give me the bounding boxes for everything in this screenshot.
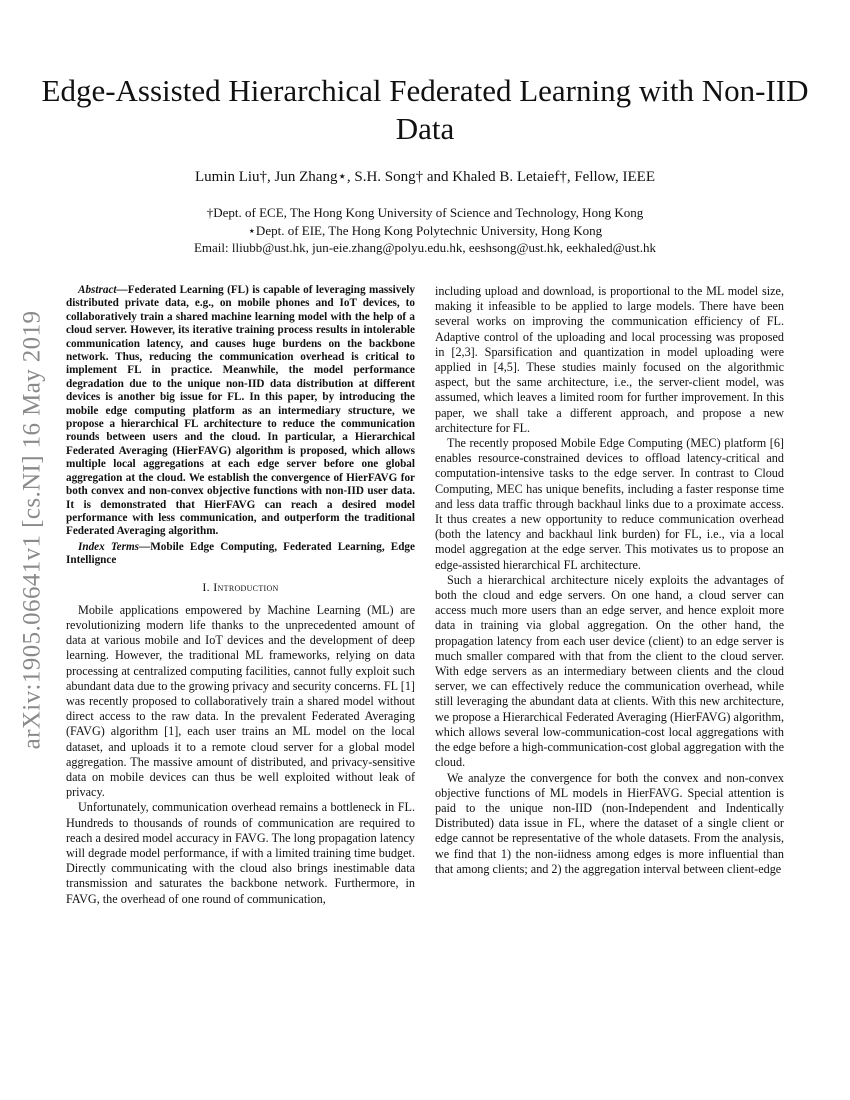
left-column [66, 284, 415, 907]
author-emails: Email: lliubb@ust.hk, jun-eie.zhang@polyu.edu.hk, eeshsong@ust.hk, eekhaled@ust.hk [193, 240, 656, 255]
arxiv-stamp-text: arXiv:1905.06641v1 [cs.NI] 16 May 2019 [18, 310, 45, 750]
paper-title: Edge-Assisted Hierarchical Federated Learning with Non-IID Data [41, 73, 809, 146]
intro-paragraph-2: Unfortunately, communication overhead remains a bottleneck in FL. Hundreds to thousands of rounds of communication are required to reach a desired model accuracy in FAVG. The long propagation latency will degrade model performance, if with a limited training time budget. Directly communicating with the cloud also brings inestimable data transmission and saturates the backbone network. Furthermore, in FAVG, the overhead of one round of communication, [66, 800, 415, 906]
affiliation-polyu: ⋆Dept. of EIE, The Hong Kong Polytechnic University, Hong Kong [247, 222, 603, 238]
index-terms-text: —Mobile Edge Computing, Federated Learning, Edge Intellignce [66, 540, 415, 567]
author-list: Lumin Liu†, Jun Zhang⋆, S.H. Song† and Khaled B. Letaief†, Fellow, IEEE [194, 169, 655, 185]
intro-paragraph-3: including upload and download, is proportional to the ML model size, making it infeasible to be applied to large models. There have been several works on improving the communication efficiency of FL. Adaptive control of the uploading and local processing was proposed in [2,3]. Sparsification and quantization in model uploading were applied in [4,5]. These studies mainly focused on the algorithmic aspect, but the same architecture, i.e., the server-client model, was assumed, which leaves a limited room for further improvement. In this paper, we shall take a different approach, and propose a new architecture for FL. [435, 284, 784, 435]
abstract-text: Federated Learning (FL) is capable of leveraging massively distributed private data, e.g., on mobile phones and IoT devices, to collaboratively train a shared machine learning model with the help of a cloud server. However, its iterative training process results in intolerable communication latency, and causes huge burdens on the backbone network. Thus, reducing the communication overhead is critical to implement FL in practice. Meanwhile, the model performance degradation due to the unique non-IID data distribution at different devices is another big issue for FL. In this paper, by introducing the mobile edge computing platform as an intermediary structure, we propose a hierarchical FL architecture to reduce the communication rounds between users and the cloud. In particular, a Hierarchical Federated Averaging (HierFAVG) algorithm is proposed, which allows multiple local aggregations at each edge server before one global aggregation at the cloud. We establish the convergence of HierFAVG for both convex and non-convex objective functions with non-IID user data. It is demonstrated that HierFAVG can reach a desired model performance with less communication, and outperform the traditional Federated Averaging algorithm. [66, 284, 415, 538]
intro-paragraph-5: Such a hierarchical architecture nicely exploits the advantages of both the cloud and edge servers. On one hand, a cloud server can access much more users than an edge server, and hence exploit more data in training via global aggregation. On the other hand, the propagation latency from each user device (client) to an edge server is much smaller compared with that from the client to the cloud server. With edge servers as an intermediary between clients and the cloud server, we can effectively reduce the communication overhead, while still leveraging the abundant data at clients. With this new architecture, we propose a Hierarchical Federated Averaging (HierFAVG) algorithm, which allows several low-communication-cost local aggregations with the edge before a high-communication-cost global aggregation with the cloud. [435, 572, 784, 770]
section-heading-introduction: I. Introduction [202, 579, 279, 594]
arxiv-stamp [2, 280, 62, 780]
intro-paragraph-1: Mobile applications empowered by Machine Learning (ML) are revolutionizing modern life thanks to the unprecedented amount of data at various mobile and IoT devices and the development of deep learning. However, the traditional ML frameworks, relying on data processing at centralized computing facilities, cannot fully exploit such abundant data due to the growing privacy and security concerns. FL [1] was recently proposed to collaboratively train a shared model without direct access to the raw data. In the prevalent Federated Averaging (FAVG) algorithm [1], each user trains an ML model on the local dataset, and uploads it to a remote cloud server for a global model aggregation. The massive amount of distributed, and privacy-sensitive data on mobile devices can thus be well exploited without leak of privacy. [66, 602, 415, 800]
intro-paragraph-4: The recently proposed Mobile Edge Computing (MEC) platform [6] enables resource-constrained devices to offload latency-critical and computation-intensive tasks to the edge server. In contrast to Cloud Computing, MEC has unique benefits, including a faster response time and less data traffic through backhaul links due to a proximate access. It thus creates a new opportunity to reduce communication overhead (both the latency and backhaul link burden) for FL, i.e., via a local model aggregation at the edge server. This motivates us to propose an edge-assisted hierarchical FL architecture. [435, 436, 784, 572]
intro-paragraph-6: We analyze the convergence for both the convex and non-convex objective functions of ML models in HierFAVG. Special attention is paid to the unique non-IID (non-Independent and Indentically Distributed) data issue in FL, where the dataset of a single client or edge cannot be representative of the whole datasets. From the analysis, we find that 1) the non-iidness among edges is more influential than that among clients; and 2) the aggregation interval between client-edge [435, 770, 784, 876]
abstract-label: Abstract— [78, 284, 128, 296]
right-column [435, 284, 784, 877]
affiliation-hkust: †Dept. of ECE, The Hong Kong University of Science and Technology, Hong Kong [206, 205, 644, 220]
abstract [66, 284, 415, 539]
index-terms [66, 541, 415, 568]
affiliations [40, 204, 810, 257]
index-terms-label: Index Terms [78, 540, 140, 553]
